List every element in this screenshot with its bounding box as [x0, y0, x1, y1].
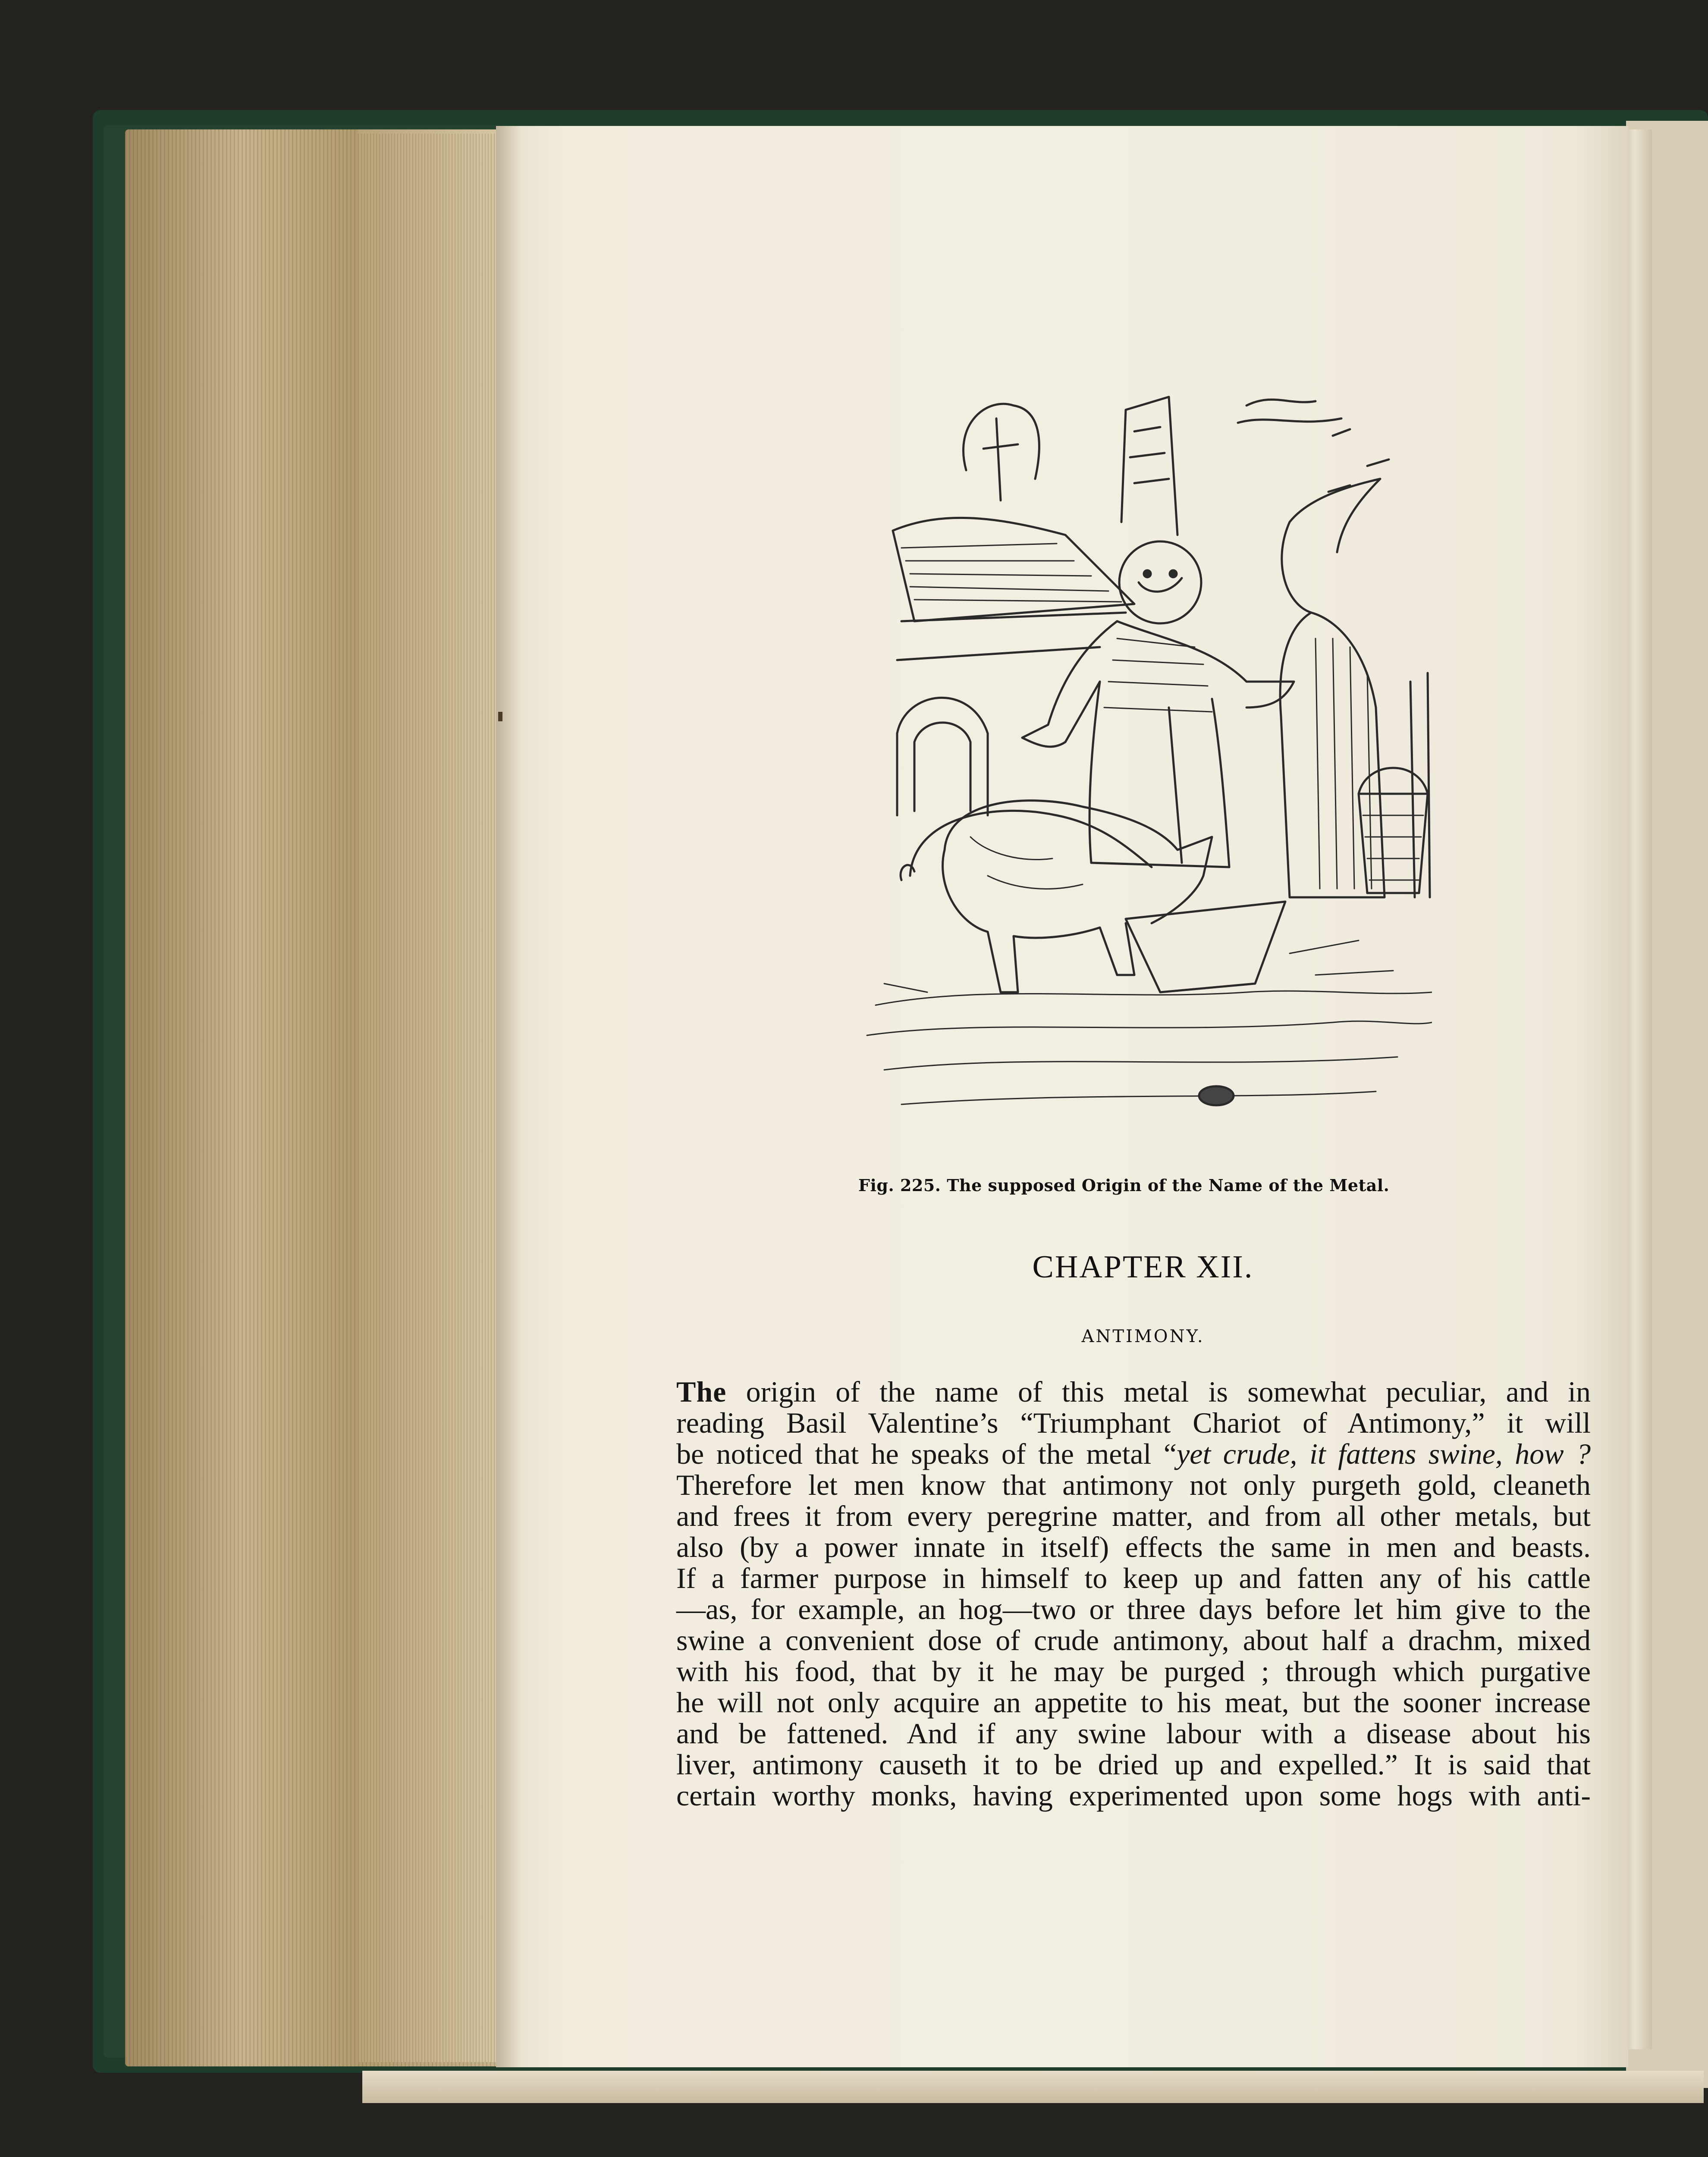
- drop-word: The: [676, 1375, 727, 1408]
- page-mark: [498, 712, 502, 721]
- woodcut-illustration: [858, 380, 1432, 1139]
- text-line: —as, for example, an hog—two or three days before let him give to the: [676, 1593, 1591, 1626]
- text-line: with his food, that by it he may be purged ; through which purgative: [676, 1655, 1591, 1688]
- text-line: certain worthy monks, having experimented upon some hogs with anti-: [676, 1779, 1591, 1812]
- page-shadow: [496, 126, 522, 2067]
- page-bottom-edge: [362, 2071, 1704, 2103]
- line-text: be noticed that he speaks of the metal “: [676, 1437, 1177, 1470]
- text-line: If a farmer purpose in himself to keep up and fatten any of his cattle: [676, 1562, 1591, 1594]
- text-line: also (by a power innate in itself) effects the same in men and beasts.: [676, 1531, 1591, 1563]
- text-line: and be fattened. And if any swine labour with a disease about his: [676, 1717, 1591, 1750]
- figure-caption: Fig. 225. The supposed Origin of the Name of the Metal.: [858, 1176, 1390, 1195]
- text-line: [676, 1438, 1591, 1469]
- chapter-title: CHAPTER XII.: [1032, 1249, 1254, 1285]
- chapter-subtitle: ANTIMONY.: [1081, 1327, 1205, 1346]
- text-line: liver, antimony causeth it to be dried up and expelled.” It is said that: [676, 1748, 1591, 1781]
- text-line: [676, 1376, 1591, 1407]
- italic-quote: yet crude, it fattens swine, how ?: [1177, 1437, 1591, 1470]
- text-line: Therefore let men know that antimony not only purgeth gold, cleaneth: [676, 1468, 1591, 1501]
- line-text: origin of the name of this metal is somewhat peculiar, and in: [726, 1375, 1591, 1408]
- text-line: swine a convenient dose of crude antimony, about half a drachm, mixed: [676, 1624, 1591, 1657]
- text-line: reading Basil Valentine’s “Triumphant Chariot of Antimony,” it will: [676, 1406, 1591, 1439]
- text-line: and frees it from every peregrine matter, and from all other metals, but: [676, 1500, 1591, 1532]
- page-stack-lines: [358, 134, 507, 2062]
- body-paragraph: [676, 1376, 1591, 1811]
- text-line: he will not only acquire an appetite to his meat, but the sooner increase: [676, 1686, 1591, 1719]
